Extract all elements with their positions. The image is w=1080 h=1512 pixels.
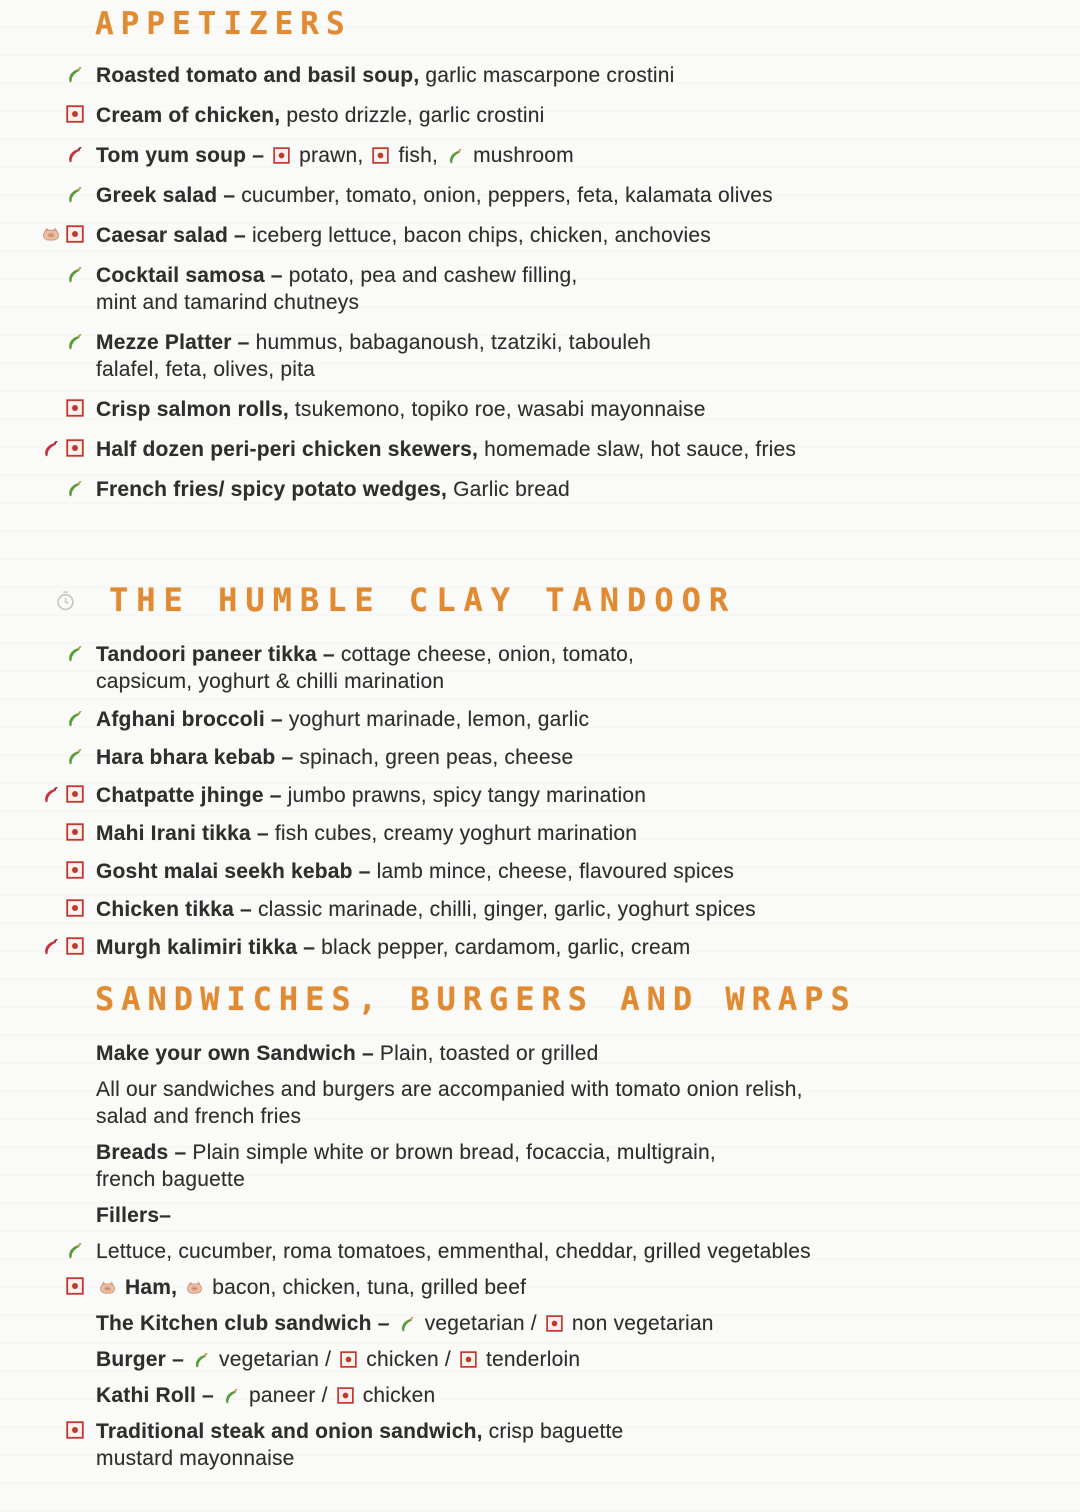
item-description-text: fish, [392,144,445,167]
item-markers [0,706,96,727]
item-markers [0,1139,96,1142]
item-markers [0,1418,96,1439]
item-name-text: Caesar salad – [96,224,252,247]
item-markers [0,329,96,350]
item-line [96,142,1066,169]
non-veg-square-icon [66,399,84,417]
item-markers [0,1076,96,1079]
item-description-text: mushroom [467,144,574,167]
non-veg-square-icon [66,899,84,917]
item-markers [0,1238,96,1259]
menu-item [0,62,1080,89]
green-chili-icon [399,1315,416,1332]
menu-item [0,820,1080,847]
menu-item [0,182,1080,209]
item-description-text: paneer / [242,1384,334,1407]
item-name-text: Ham, [119,1276,184,1299]
item-text-block [96,222,1080,249]
item-text-block [96,1238,1080,1265]
item-description-text: tenderloin [479,1348,581,1371]
section-title: APPETIZERS [95,6,352,42]
non-veg-square-icon [337,1387,354,1404]
green-chili-icon [66,479,84,497]
item-description-text: capsicum, yoghurt & chilli marination [96,670,445,693]
item-line [96,1166,1066,1193]
pork-icon [42,225,60,243]
item-line [96,706,1066,733]
menu-item [0,476,1080,503]
item-markers [0,1274,96,1295]
item-name-text: Chatpatte jhinge – [96,784,288,807]
green-chili-icon [66,1241,84,1259]
item-text-block [96,1139,1080,1193]
non-veg-square-icon [66,823,84,841]
item-description-text: non vegetarian [565,1312,714,1335]
item-text-block [96,744,1080,771]
menu-item [0,782,1080,809]
item-description-text: chicken / [360,1348,457,1371]
item-line [96,476,1066,503]
item-line [96,222,1066,249]
item-name-text: Fillers– [96,1204,172,1227]
item-name-text: Murgh kalimiri tikka – [96,936,322,959]
green-chili-icon [66,644,84,662]
item-line [96,1346,1066,1373]
item-markers [0,182,96,203]
item-name-text: Mahi Irani tikka – [96,822,275,845]
item-description-text: jumbo prawns, spicy tangy marination [287,784,647,807]
item-line [96,396,1066,423]
red-chili-icon [42,937,60,955]
menu-item [0,1238,1080,1265]
item-markers [0,62,96,83]
item-description-text: mustard mayonnaise [96,1447,295,1470]
item-description-text: classic marinade, chilli, ginger, garlic, yoghurt spices [257,898,756,921]
item-name-text: Mezze Platter – [96,331,256,354]
item-text-block [96,896,1080,923]
item-line [96,1445,1066,1472]
item-text-block [96,476,1080,503]
item-name-text: Gosht malai seekh kebab – [96,860,377,883]
non-veg-square-icon [66,1421,84,1439]
item-markers [0,436,96,457]
non-veg-square-icon [546,1315,563,1332]
item-name-text: Tom yum soup – [96,144,271,167]
item-text-block [96,142,1080,169]
item-markers [0,641,96,662]
item-text-block [96,1346,1080,1373]
item-name-text: Traditional steak and onion sandwich, [96,1420,483,1443]
item-text-block [96,1418,1080,1472]
item-text-block [96,262,1080,316]
item-line [96,820,1066,847]
item-description-text: Plain, toasted or grilled [379,1042,599,1065]
item-line [96,1139,1066,1166]
item-text-block [96,641,1080,695]
item-description-text: tsukemono, topiko roe, wasabi mayonnaise [288,398,706,421]
item-markers [0,744,96,765]
item-description-text: salad and french fries [96,1105,302,1128]
item-name-text: Kathi Roll – [96,1384,220,1407]
item-text-block [96,436,1080,463]
menu-item [0,142,1080,169]
non-veg-square-icon [66,861,84,879]
item-text-block [96,102,1080,129]
item-line [96,1103,1066,1130]
item-line [96,356,1066,383]
item-description-text: french baguette [96,1168,245,1191]
menu-item [0,102,1080,129]
red-chili-icon [42,785,60,803]
item-markers [0,1202,96,1205]
section-title: THE HUMBLE CLAY TANDOOR [109,581,737,619]
item-markers [0,1382,96,1385]
menu-item [0,641,1080,695]
item-name-text: Cocktail samosa – [96,264,289,287]
item-name-text: Cream of chicken, [96,104,281,127]
item-markers [0,222,96,243]
green-chili-icon [447,147,464,164]
item-line [96,1418,1066,1445]
non-veg-square-icon [66,225,84,243]
item-line [96,1274,1066,1301]
item-description-text: spinach, green peas, cheese [299,746,574,769]
item-name-text: Burger – [96,1348,190,1371]
item-text-block [96,934,1080,961]
item-description-text: crisp baguette [482,1420,624,1443]
item-description-text: potato, pea and cashew filling, [288,264,578,287]
item-line [96,1076,1066,1103]
item-line [96,1382,1066,1409]
non-veg-square-icon [273,147,290,164]
menu-item [0,1139,1080,1193]
item-markers [0,820,96,841]
item-description-text: fish cubes, creamy yoghurt marination [274,822,638,845]
section-header [52,583,1080,617]
item-line [96,782,1066,809]
item-name-text: Make your own Sandwich – [96,1042,380,1065]
item-markers [0,142,96,163]
section-header [95,8,1080,40]
menu-item [0,896,1080,923]
menu-item [0,1274,1080,1301]
item-name-text: The Kitchen club sandwich – [96,1312,396,1335]
item-description-text: prawn, [293,144,370,167]
item-name-text: Half dozen peri-peri chicken skewers, [96,438,479,461]
item-description-text: iceberg lettuce, bacon chips, chicken, anchovies [251,224,711,247]
non-veg-square-icon [372,147,389,164]
item-line [96,896,1066,923]
item-line [96,934,1066,961]
menu-item [0,706,1080,733]
non-veg-square-icon [66,785,84,803]
item-text-block [96,820,1080,847]
item-text-block [96,1202,1080,1229]
item-line [96,1202,1066,1229]
menu-section [0,583,1080,961]
item-markers [0,896,96,917]
item-description-text: falafel, feta, olives, pita [96,358,316,381]
non-veg-square-icon [66,105,84,123]
item-markers [0,858,96,879]
non-veg-square-icon [460,1351,477,1368]
item-description-text: vegetarian / [418,1312,543,1335]
green-chili-icon [193,1351,210,1368]
item-text-block [96,62,1080,89]
item-name-text: Afghani broccoli – [96,708,289,731]
item-markers [0,396,96,417]
menu-item [0,436,1080,463]
item-markers [0,782,96,803]
non-veg-square-icon [340,1351,357,1368]
menu-item [0,1310,1080,1337]
item-line [96,1238,1066,1265]
item-text-block [96,1040,1080,1067]
item-name-text: Greek salad – [96,184,242,207]
item-text-block [96,706,1080,733]
item-text-block [96,182,1080,209]
menu-section [0,8,1080,503]
item-text-block [96,1310,1080,1337]
pork-icon [99,1279,116,1296]
item-markers [0,262,96,283]
item-line [96,668,1066,695]
menu-item [0,396,1080,423]
item-text-block [96,1076,1080,1130]
green-chili-icon [66,709,84,727]
item-name-text: Hara bhara kebab – [96,746,300,769]
item-text-block [96,858,1080,885]
item-line [96,289,1066,316]
item-name-text: French fries/ spicy potato wedges, [96,478,448,501]
item-markers [0,1346,96,1349]
green-chili-icon [66,747,84,765]
item-description-text: Garlic bread [447,478,570,501]
menu-document [0,8,1080,1472]
pork-icon [186,1279,203,1296]
item-markers [0,476,96,497]
menu-item [0,1076,1080,1130]
item-description-text: cucumber, tomato, onion, peppers, feta, kalamata olives [241,184,773,207]
menu-item [0,1040,1080,1067]
item-description-text: chicken [356,1384,436,1407]
item-line [96,262,1066,289]
section-title: SANDWICHES, BURGERS AND WRAPS [95,980,857,1018]
item-name-text: Breads – [96,1141,193,1164]
item-markers [0,1310,96,1313]
item-description-text: lamb mince, cheese, flavoured spices [376,860,735,883]
item-description-text: Plain simple white or brown bread, focaccia, multigrain, [192,1141,716,1164]
item-name-text: Roasted tomato and basil soup, [96,64,420,87]
item-description-text: bacon, chicken, tuna, grilled beef [206,1276,527,1299]
green-chili-icon [66,265,84,283]
item-line [96,858,1066,885]
menu-item [0,744,1080,771]
non-veg-square-icon [66,1277,84,1295]
non-veg-square-icon [66,937,84,955]
item-markers [0,934,96,955]
non-veg-square-icon [66,439,84,457]
menu-item [0,262,1080,316]
item-name-text: Tandoori paneer tikka – [96,643,341,666]
item-description-text: garlic mascarpone crostini [419,64,675,87]
item-line [96,1310,1066,1337]
clock-icon [55,590,76,611]
menu-item [0,1382,1080,1409]
item-markers [0,1040,96,1043]
red-chili-icon [66,145,84,163]
menu-item [0,1418,1080,1472]
green-chili-icon [66,65,84,83]
menu-item [0,858,1080,885]
item-line [96,1040,1066,1067]
item-description-text: homemade slaw, hot sauce, fries [478,438,797,461]
item-description-text: All our sandwiches and burgers are accompanied with tomato onion relish, [96,1078,803,1101]
green-chili-icon [223,1387,240,1404]
item-description-text: cottage cheese, onion, tomato, [340,643,635,666]
menu-item [0,934,1080,961]
item-line [96,329,1066,356]
item-description-text: pesto drizzle, garlic crostini [280,104,545,127]
menu-item [0,1202,1080,1229]
item-description-text: yoghurt marinade, lemon, garlic [288,708,590,731]
item-name-text: Crisp salmon rolls, [96,398,289,421]
green-chili-icon [66,332,84,350]
menu-section [0,982,1080,1472]
item-text-block [96,396,1080,423]
item-line [96,641,1066,668]
red-chili-icon [42,439,60,457]
item-line [96,436,1066,463]
item-description-text: hummus, babaganoush, tzatziki, tabouleh [255,331,651,354]
item-description-text: vegetarian / [213,1348,338,1371]
menu-item [0,329,1080,383]
item-line [96,182,1066,209]
green-chili-icon [66,185,84,203]
item-text-block [96,1382,1080,1409]
section-header [95,982,1080,1016]
menu-item [0,222,1080,249]
item-description-text: black pepper, cardamom, garlic, cream [321,936,691,959]
item-description-text: Lettuce, cucumber, roma tomatoes, emmenthal, cheddar, grilled vegetables [96,1240,811,1263]
item-text-block [96,1274,1080,1301]
item-text-block [96,782,1080,809]
item-description-text: mint and tamarind chutneys [96,291,360,314]
menu-item [0,1346,1080,1373]
item-name-text: Chicken tikka – [96,898,258,921]
item-text-block [96,329,1080,383]
item-line [96,744,1066,771]
item-line [96,102,1066,129]
item-markers [0,102,96,123]
item-line [96,62,1066,89]
